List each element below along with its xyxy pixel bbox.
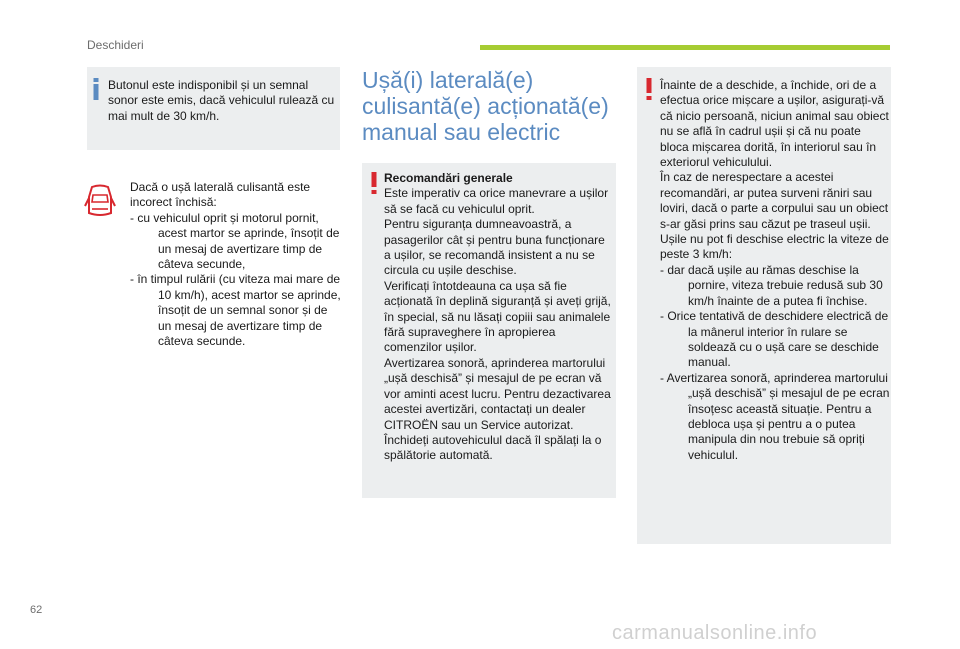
warning-item: - Orice tentativă de deschidere electrică de la mânerul interior în rulare se soldează cu o ușă care se deschide manual. xyxy=(660,309,889,370)
warning-item-text: Orice tentativă de deschidere electrică de la mânerul interior în rulare se soldează cu o ușă care se deschide manual. xyxy=(667,309,889,370)
door-note-intro: Dacă o ușă laterală culisantă este incorect închisă: xyxy=(130,180,311,210)
recommendations-content xyxy=(384,171,614,464)
recommendations-body: Este imperativ ca orice manevrare a ușilor să se facă cu vehiculul oprit. Pentru siguranța dumneavoastră, a pasagerilor cât și pentru buna funcționare a ușilor, se recomandă insistent a nu se circula cu ușile deschise. Verificați întotdeauna ca ușa să fie acționată în deplină siguranță și aveți grijă, în special, să nu lăsați copiii sau animalele fără supraveghere în apropierea comenzilor ușilor. Avertizarea sonoră, aprinderea martorului „ușă deschisă” și mesajul de pe ecran vă vor aminti acest lucru. Pentru dezactivarea acestei avertizări, contactați un dealer CITROËN sau un Service autorizat. Închideți autovehiculul dacă îl spălați la o spălătorie automată. xyxy=(384,186,611,463)
watermark: carmanualsonline.info xyxy=(612,622,818,644)
recommendations-heading: Recomandări generale xyxy=(384,171,513,185)
header-accent-bar xyxy=(480,45,890,50)
section-header-title: Deschideri xyxy=(87,38,144,52)
door-note-item: - în timpul rulării (cu viteza mai mare de 10 km/h), acest martor se aprinde, însoțit de un semnal sonor și de un mesaj de avertizare timp de câteva secunde. xyxy=(130,272,341,349)
warning-body: Înainte de a deschide, a închide, ori de a efectua orice mișcare a ușilor, asigurați-vă că nicio persoană, niciun animal sau obiect nu se află în cadrul ușii și că nu poate bloca mișcarea dorită, în interiorul sau în exteriorul vehiculului. În caz de nerespectare a acestei recomandări, ar putea surveni răniri sau loviri, dacă o parte a corpului sau un obiect s-ar găsi prins sau căzut pe traseul ușii. Ușile nu pot fi deschise electric la viteze de peste 3 km/h: xyxy=(660,78,889,262)
warning-content xyxy=(660,78,890,463)
warning-item: - dar dacă ușile au rămas deschise la pornire, viteza trebuie redusă sub 30 km/h înainte de a putea fi închise. xyxy=(660,262,883,308)
info-text: Butonul este indisponibil și un semnal sonor este emis, dacă vehiculul rulează cu mai mult de 30 km/h. xyxy=(108,78,335,123)
warning-exclamation-icon xyxy=(369,172,379,194)
warning-exclamation-icon xyxy=(644,78,654,100)
door-note-item: - cu vehiculul oprit și motorul pornit, acest martor se aprinde, însoțit de un mesaj de avertizare timp de câteva secunde, xyxy=(130,210,340,272)
section-title: Ușă(i) laterală(e) culisantă(e) acționată(e) manual sau electric xyxy=(362,67,609,145)
door-note xyxy=(130,180,342,349)
door-note-item-text: în timpul rulării (cu viteza mai mare de 10 km/h), acest martor se aprinde, însoțit de un semnal sonor și de un mesaj de avertizare timp de câteva secunde. xyxy=(137,272,341,349)
door-open-warning-icon xyxy=(84,183,116,221)
door-note-item-text: cu vehiculul oprit și motorul pornit, acest martor se aprinde, însoțit de un mesaj de avertizare timp de câteva secunde, xyxy=(137,210,340,272)
warning-item-text: dar dacă ușile au rămas deschise la pornire, viteza trebuie redusă sub 30 km/h înainte de a putea fi închise. xyxy=(667,262,883,308)
page-number: 62 xyxy=(30,604,43,616)
warning-item: - Avertizarea sonoră, aprinderea martorului „ușă deschisă” și mesajul de pe ecran însoțesc această situație. Pentru a debloca ușa și pentru a o putea manipula din nou trebuie să opriți vehiculul. xyxy=(660,370,890,462)
info-icon xyxy=(91,78,101,100)
warning-item-text: Avertizarea sonoră, aprinderea martorului „ușă deschisă” și mesajul de pe ecran însoțesc această situație. Pentru a debloca ușa și pentru a o putea manipula din nou trebuie să opriți vehiculul. xyxy=(666,370,890,462)
